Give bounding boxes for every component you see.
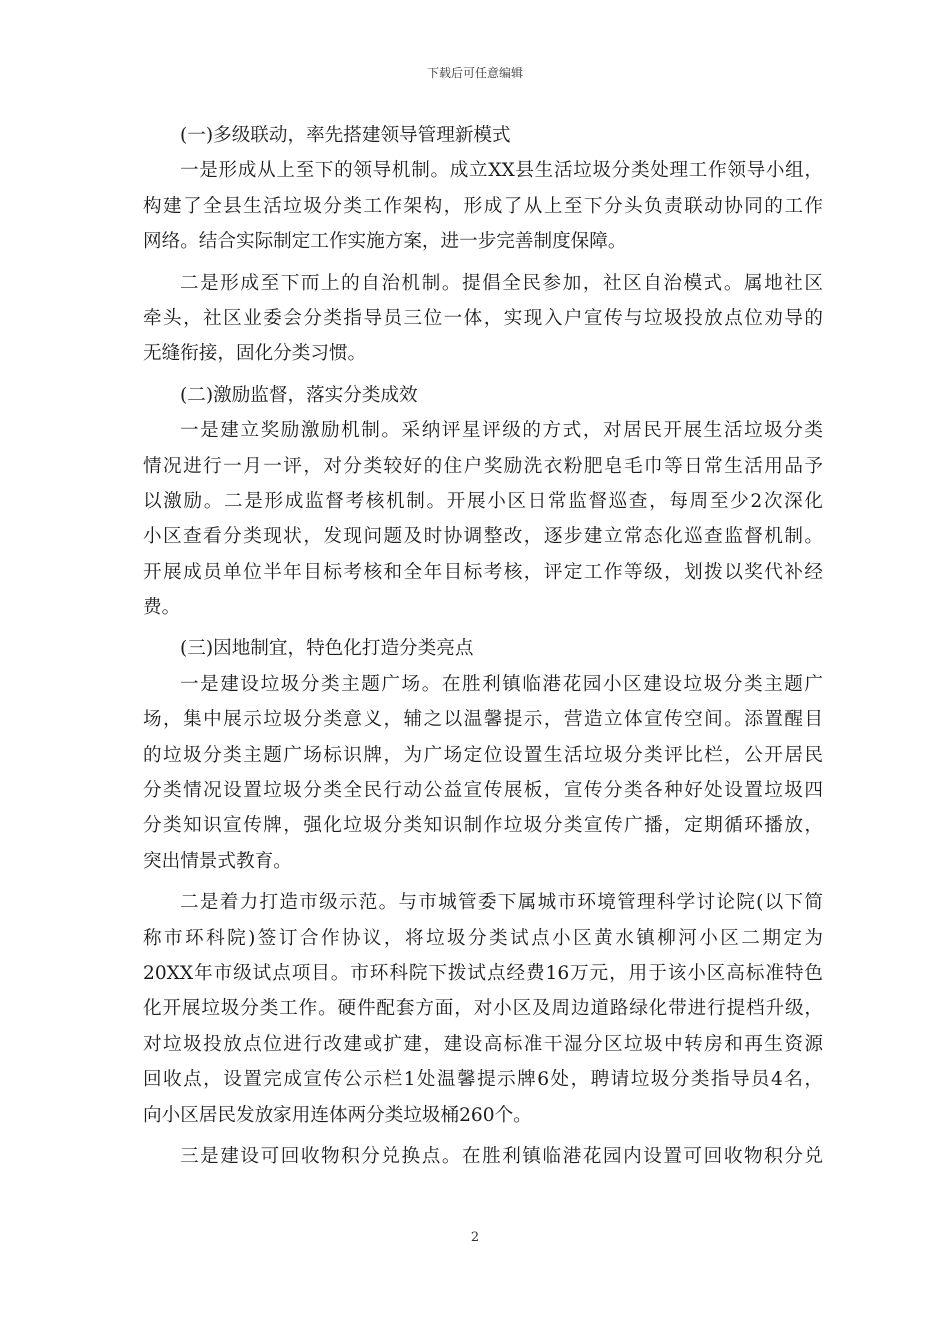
document-body xyxy=(143,118,823,1174)
section-heading-3: (三)因地制宜，特色化打造分类亮点 xyxy=(180,638,474,660)
text-line: 牵头，社区业委会分类指导员三位一体，实现入户宣传与垃圾投放点位劝导的 xyxy=(143,307,823,329)
section-heading-2: (二)激励监督，落实分类成效 xyxy=(180,384,418,406)
text-line: 突出情景式教育。 xyxy=(143,850,292,872)
text-line: 情况进行一月一评，对分类较好的住户奖励洗衣粉肥皂毛巾等日常生活用品予 xyxy=(143,455,823,477)
text-line: 小区查看分类现状，发现问题及时协调整改，逐步建立常态化巡查监督机制。 xyxy=(143,526,823,548)
text-line: 开展成员单位半年目标考核和全年目标考核，评定工作等级，划拨以奖代补经 xyxy=(143,561,823,583)
text-line: 网络。结合实际制定工作实施方案，进一步完善制度保障。 xyxy=(143,231,627,253)
text-line: 称市环科院)签订合作协议，将垃圾分类试点小区黄水镇柳河小区二期定为 xyxy=(143,927,823,949)
text-line: 回收点，设置完成宣传公示栏1处温馨提示牌6处，聘请垃圾分类指导员4名， xyxy=(143,1069,823,1091)
text-line: 分类知识宣传牌，强化垃圾分类知识制作垃圾分类宣传广播，定期循环播放， xyxy=(143,815,823,837)
text-line: 20XX年市级试点项目。市环科院下拨试点经费16万元，用于该小区高标准特色 xyxy=(143,962,823,984)
text-line: 三是建设可回收物积分兑换点。在胜利镇临港花园内设置可回收物积分兑 xyxy=(180,1145,823,1167)
text-line: 的垃圾分类主题广场标识牌，为广场定位设置生活垃圾分类评比栏，公开居民 xyxy=(143,744,823,766)
text-line: 一是建立奖励激励机制。采纳评星评级的方式，对居民开展生活垃圾分类 xyxy=(180,420,823,442)
page-number: 2 xyxy=(470,1230,480,1245)
text-line: 二是着力打造市级示范。与市城管委下属城市环境管理科学讨论院(以下简 xyxy=(180,892,823,914)
text-line: 对垃圾投放点位进行改建或扩建，建设高标准干湿分区垃圾中转房和再生资源 xyxy=(143,1033,823,1055)
section-heading-1: (一)多级联动，率先搭建领导管理新模式 xyxy=(180,125,511,146)
text-line: 构建了全县生活垃圾分类工作架构，形成了从上至下分头负责联动协同的工作 xyxy=(143,195,823,217)
page-header-note: 下载后可任意编辑 xyxy=(426,66,523,80)
text-line: 一是建设垃圾分类主题广场。在胜利镇临港花园小区建设垃圾分类主题广 xyxy=(180,673,823,695)
text-line: 分类情况设置垃圾分类全民行动公益宣传展板，宣传分类各种好处设置垃圾四 xyxy=(143,780,823,802)
text-line: 以激励。二是形成监督考核机制。开展小区日常监督巡查，每周至少2次深化 xyxy=(143,490,823,512)
text-line: 无缝衔接，固化分类习惯。 xyxy=(143,343,367,365)
text-line: 场，集中展示垃圾分类意义，辅之以温馨提示，营造立体宣传空间。添置醒目 xyxy=(143,709,823,731)
text-line: 费。 xyxy=(143,597,181,619)
text-line: 一是形成从上至下的领导机制。成立XX县生活垃圾分类处理工作领导小组， xyxy=(180,160,823,182)
text-line: 化开展垃圾分类工作。硬件配套方面，对小区及周边道路绿化带进行提档升级， xyxy=(143,998,823,1020)
text-line: 向小区居民发放家用连体两分类垃圾桶260个。 xyxy=(143,1104,532,1126)
text-line: 二是形成至下而上的自治机制。提倡全民参加，社区自治模式。属地社区 xyxy=(180,272,823,294)
